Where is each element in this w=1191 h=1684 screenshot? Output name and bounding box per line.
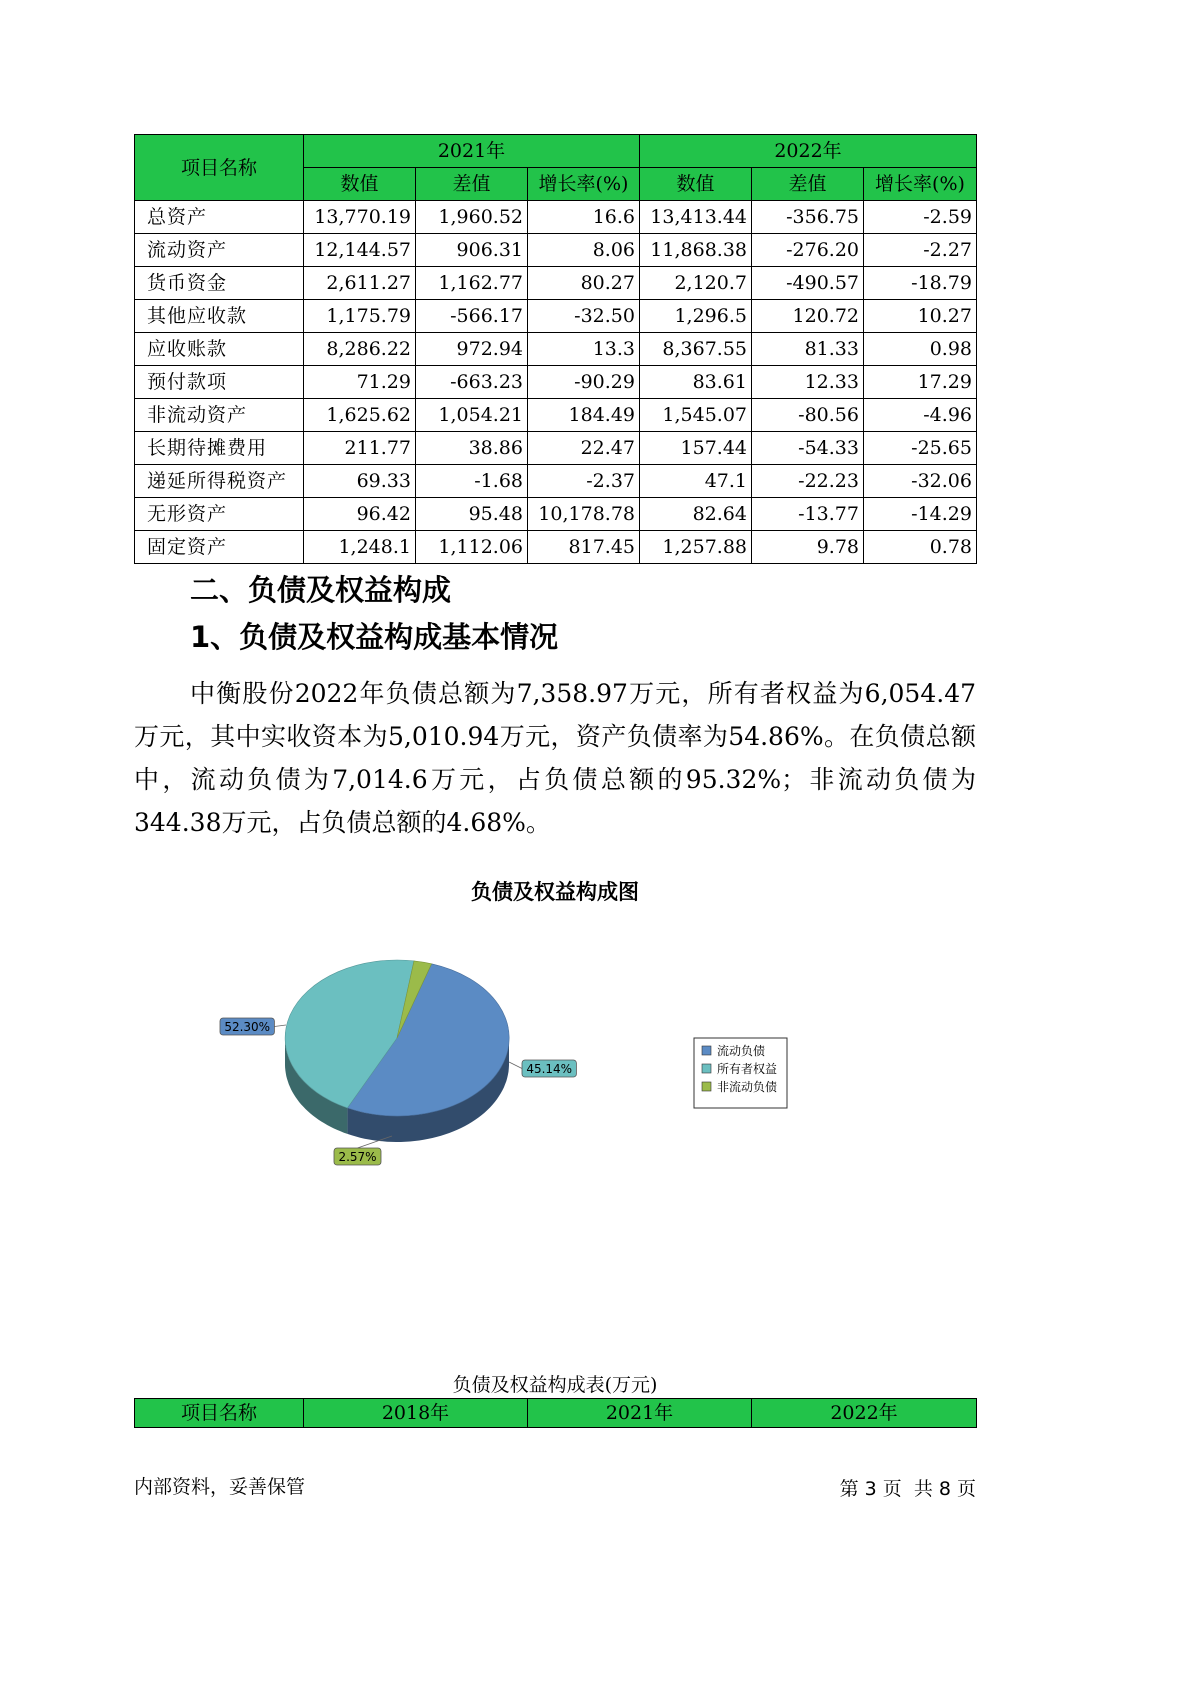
- cell-value: 8,286.22: [304, 333, 416, 366]
- cell-value: 12,144.57: [304, 234, 416, 267]
- cell-value: -276.20: [752, 234, 864, 267]
- row-label: 非流动资产: [135, 399, 304, 432]
- cell-value: -13.77: [752, 498, 864, 531]
- cell-value: 211.77: [304, 432, 416, 465]
- cell-value: 120.72: [752, 300, 864, 333]
- header-year-2021: 2021年: [528, 1399, 752, 1428]
- data-label: 2.57%: [338, 1150, 377, 1164]
- cell-value: 11,868.38: [640, 234, 752, 267]
- cell-value: 82.64: [640, 498, 752, 531]
- header-year-2022: 2022年: [752, 1399, 977, 1428]
- cell-value: 817.45: [528, 531, 640, 564]
- cell-value: -4.96: [864, 399, 977, 432]
- cell-value: -54.33: [752, 432, 864, 465]
- cell-value: 9.78: [752, 531, 864, 564]
- header-item-name: 项目名称: [135, 1399, 304, 1428]
- header-item-name: 项目名称: [135, 135, 304, 201]
- cell-value: -2.37: [528, 465, 640, 498]
- row-label: 固定资产: [135, 531, 304, 564]
- cell-value: 2,611.27: [304, 267, 416, 300]
- cell-value: 16.6: [528, 201, 640, 234]
- cell-value: -32.50: [528, 300, 640, 333]
- cell-value: 1,112.06: [416, 531, 528, 564]
- chart-title: 负债及权益构成图: [471, 880, 639, 904]
- header-year-2021: 2021年: [304, 135, 640, 168]
- row-label: 总资产: [135, 201, 304, 234]
- table-row: [135, 333, 977, 366]
- data-label-leader: [274, 1025, 286, 1027]
- cell-value: 96.42: [304, 498, 416, 531]
- cell-value: -1.68: [416, 465, 528, 498]
- cell-value: 157.44: [640, 432, 752, 465]
- footer-left: 内部资料，妥善保管: [134, 1476, 306, 1498]
- cell-value: 1,625.62: [304, 399, 416, 432]
- cell-value: 972.94: [416, 333, 528, 366]
- cell-value: 10.27: [864, 300, 977, 333]
- cell-value: -18.79: [864, 267, 977, 300]
- legend-entry: 流动负债: [717, 1044, 766, 1058]
- cell-value: 12.33: [752, 366, 864, 399]
- header-col: 数值: [304, 168, 416, 201]
- legend-entry: 非流动负债: [717, 1080, 778, 1094]
- cell-value: 1,162.77: [416, 267, 528, 300]
- cell-value: 83.61: [640, 366, 752, 399]
- cell-value: 13.3: [528, 333, 640, 366]
- cell-value: 69.33: [304, 465, 416, 498]
- cell-value: 38.86: [416, 432, 528, 465]
- row-label: 长期待摊费用: [135, 432, 304, 465]
- header-col: 数值: [640, 168, 752, 201]
- row-label: 流动资产: [135, 234, 304, 267]
- table-row: [135, 399, 977, 432]
- cell-value: 95.48: [416, 498, 528, 531]
- header-col: 增长率(%): [864, 168, 977, 201]
- row-label: 货币资金: [135, 267, 304, 300]
- cell-value: -566.17: [416, 300, 528, 333]
- cell-value: 1,296.5: [640, 300, 752, 333]
- cell-value: 0.98: [864, 333, 977, 366]
- cell-value: 1,960.52: [416, 201, 528, 234]
- cell-value: 13,413.44: [640, 201, 752, 234]
- cell-value: 81.33: [752, 333, 864, 366]
- asset-table-body: [135, 201, 977, 564]
- table-row: [135, 201, 977, 234]
- cell-value: 2,120.7: [640, 267, 752, 300]
- legend-swatch: [702, 1046, 711, 1055]
- data-label-leader: [509, 1062, 522, 1069]
- legend-swatch: [702, 1064, 711, 1073]
- cell-value: 71.29: [304, 366, 416, 399]
- cell-value: 80.27: [528, 267, 640, 300]
- data-label: 52.30%: [224, 1020, 271, 1034]
- section-heading: 二、负债及权益构成: [190, 573, 452, 607]
- row-label: 递延所得税资产: [135, 465, 304, 498]
- cell-value: -14.29: [864, 498, 977, 531]
- footer-page-number: 第 3 页 共 8 页: [839, 1478, 976, 1500]
- cell-value: 13,770.19: [304, 201, 416, 234]
- section-subheading: 1、负债及权益构成基本情况: [190, 620, 559, 654]
- legend-swatch: [702, 1082, 711, 1091]
- cell-value: 22.47: [528, 432, 640, 465]
- table-row: [135, 531, 977, 564]
- cell-value: 47.1: [640, 465, 752, 498]
- header-col: 增长率(%): [528, 168, 640, 201]
- cell-value: 906.31: [416, 234, 528, 267]
- cell-value: -356.75: [752, 201, 864, 234]
- pie-chart: [134, 930, 976, 1220]
- cell-value: -2.59: [864, 201, 977, 234]
- table-row: [135, 234, 977, 267]
- cell-value: -2.27: [864, 234, 977, 267]
- cell-value: -490.57: [752, 267, 864, 300]
- cell-value: -22.23: [752, 465, 864, 498]
- row-label: 无形资产: [135, 498, 304, 531]
- cell-value: -32.06: [864, 465, 977, 498]
- table-row: [135, 498, 977, 531]
- table-row: [135, 300, 977, 333]
- table-row: [135, 267, 977, 300]
- header-year-2018: 2018年: [304, 1399, 528, 1428]
- cell-value: -25.65: [864, 432, 977, 465]
- cell-value: 1,054.21: [416, 399, 528, 432]
- table2-caption: 负债及权益构成表(万元): [452, 1374, 658, 1396]
- cell-value: -90.29: [528, 366, 640, 399]
- cell-value: 1,545.07: [640, 399, 752, 432]
- table-row: [135, 465, 977, 498]
- cell-value: -663.23: [416, 366, 528, 399]
- cell-value: 1,257.88: [640, 531, 752, 564]
- row-label: 应收账款: [135, 333, 304, 366]
- row-label: 其他应收款: [135, 300, 304, 333]
- table-row: [135, 432, 977, 465]
- row-label: 预付款项: [135, 366, 304, 399]
- data-label: 45.14%: [526, 1062, 573, 1076]
- cell-value: 8.06: [528, 234, 640, 267]
- header-col: 差值: [416, 168, 528, 201]
- table-row: [135, 366, 977, 399]
- header-col: 差值: [752, 168, 864, 201]
- header-year-2022: 2022年: [640, 135, 977, 168]
- cell-value: 184.49: [528, 399, 640, 432]
- cell-value: 0.78: [864, 531, 977, 564]
- cell-value: 1,175.79: [304, 300, 416, 333]
- cell-value: -80.56: [752, 399, 864, 432]
- body-paragraph: 中衡股份2022年负债总额为7,358.97万元，所有者权益为6,054.47万元，其中实收资本为5,010.94万元，资产负债率为54.86%。在负债总额中，流动负债为7,014.6万元，占负债总额的95.32%；非流动负债为344.38万元，占负债总额的4.68%。: [134, 679, 976, 837]
- cell-value: 8,367.55: [640, 333, 752, 366]
- cell-value: 1,248.1: [304, 531, 416, 564]
- liability-table: [134, 1398, 977, 1428]
- cell-value: 17.29: [864, 366, 977, 399]
- legend-entry: 所有者权益: [717, 1062, 778, 1076]
- cell-value: 10,178.78: [528, 498, 640, 531]
- asset-table: [134, 134, 977, 564]
